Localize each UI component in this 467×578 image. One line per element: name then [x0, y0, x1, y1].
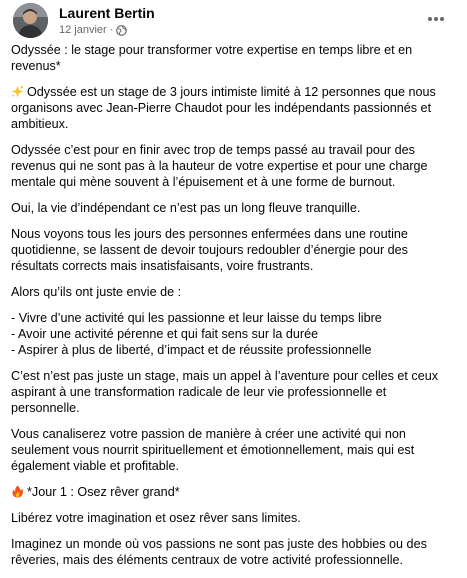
post-paragraph-1: Odyssée : le stage pour transformer votre expertise en temps libre et en revenus*	[11, 43, 413, 73]
post-paragraph-6: Alors qu’ils ont juste envie de :	[11, 285, 182, 299]
more-horizontal-icon	[427, 9, 445, 27]
post-header	[11, 0, 456, 42]
globe-icon[interactable]	[116, 25, 127, 36]
post-paragraph-7: C’est n’est pas juste un stage, mais un appel à l’aventure pour celles et ceux aspirant à une transformation radicale de leur vie professionnelle et personnelle.	[11, 369, 439, 415]
post-paragraph-4: Oui, la vie d’indépendant ce n’est pas un long fleuve tranquille.	[11, 201, 361, 215]
post-paragraph-8: Vous canaliserez votre passion de manière à créer une activité qui non seulement vous nourrit spirituellement et émotionnellement, mais qui est également viable et profitable.	[11, 427, 415, 473]
post-paragraph-5: Nous voyons tous les jours des personnes enfermées dans une routine quotidienne, se lassent de devoir toujours redoubler d’énergie pour des résultats corrects mais insatisfaisants, voire frustrants.	[11, 227, 408, 273]
sparkle-emoji	[11, 85, 24, 98]
post-date[interactable]: 12 janvier	[59, 24, 107, 36]
post-paragraph-10: Libérez votre imagination et osez rêver sans limites.	[11, 511, 301, 525]
post-paragraph-9-text: *Jour 1 : Osez rêver grand*	[27, 485, 180, 499]
list-item-1: - Vivre d’une activité qui les passionne et leur laisse du temps libre	[11, 311, 382, 325]
post-paragraph-3: Odyssée c’est pour en finir avec trop de temps passé au travail pour des revenus qui ne sont pas à la hauteur de votre expertise et pour une charge mentale qui mène souvent à l’épuisement et à une forme de burnout.	[11, 143, 428, 189]
post-list	[11, 310, 456, 358]
more-options-button[interactable]	[422, 6, 450, 30]
post-paragraph-2-text: Odyssée est un stage de 3 jours intimiste limité à 12 personnes que nous organisons avec Jean-Pierre Chaudot pour les indépendants passionnés et ambitieux.	[11, 85, 436, 131]
list-item-2: - Avoir une activité pérenne et qui fait sens sur la durée	[11, 327, 319, 341]
avatar[interactable]	[13, 3, 48, 38]
post-paragraph-11: Imaginez un monde où vos passions ne sont pas juste des hobbies ou des rêveries, mais des éléments centraux de votre activité professionnelle.	[11, 537, 427, 567]
fire-emoji	[11, 485, 24, 498]
post-meta	[59, 23, 127, 37]
post-paragraph-2	[11, 84, 456, 132]
author-name[interactable]: Laurent Bertin	[59, 5, 155, 21]
list-item-3: - Aspirer à plus de liberté, d’impact et de réussite professionnelle	[11, 343, 372, 357]
meta-separator: ·	[109, 24, 114, 36]
